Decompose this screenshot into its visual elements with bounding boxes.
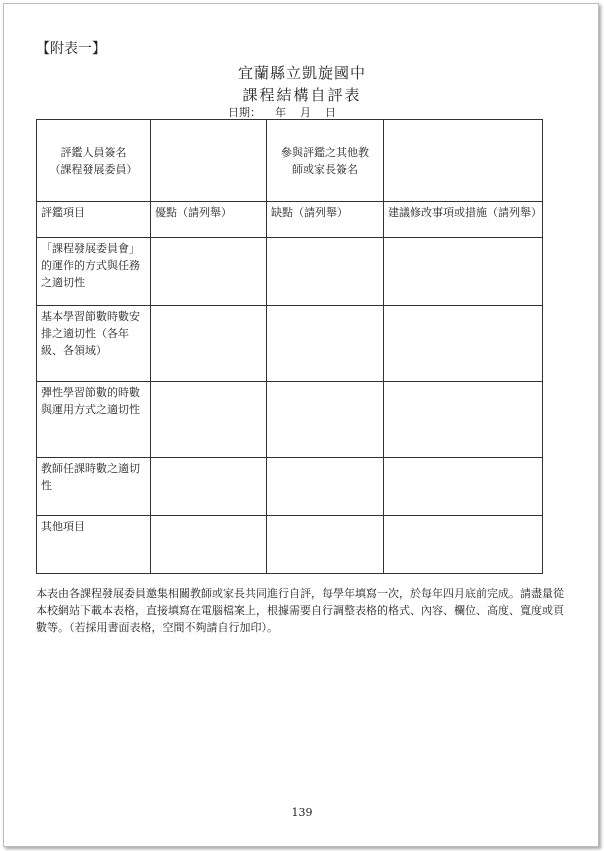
- table-row: [37, 306, 543, 382]
- table-row: [37, 238, 543, 306]
- strengths-cell[interactable]: [151, 306, 267, 382]
- item-label: 「課程發展委員會」的運作的方式與任務之適切性: [37, 238, 151, 306]
- others-signature-field[interactable]: [384, 120, 543, 202]
- evaluation-table: [36, 119, 543, 574]
- signature-row: [37, 120, 543, 202]
- suggestions-cell[interactable]: [384, 458, 543, 516]
- header-row: [37, 202, 543, 238]
- strengths-cell[interactable]: [151, 458, 267, 516]
- table-row: [37, 458, 543, 516]
- item-label: 其他項目: [37, 516, 151, 574]
- appendix-label: 【附表一】: [36, 41, 106, 57]
- item-label: 教師任課時數之適切性: [37, 458, 151, 516]
- instruction-note: 本表由各課程發展委員邀集相關教師或家長共同進行自評，每學年填寫一次，於每年四月底前完成。請盡量從本校網站下載本表格，直接填寫在電腦檔案上，根據需要自行調整表格的格式、內容、欄位、高度、寬度或頁數等。（若採用書面表格，空間不夠請自行加印）。: [36, 587, 564, 634]
- weaknesses-cell[interactable]: [267, 306, 384, 382]
- suggestions-cell[interactable]: [384, 516, 543, 574]
- weaknesses-cell[interactable]: [267, 458, 384, 516]
- table-row: [37, 382, 543, 458]
- page-number: 139: [291, 806, 313, 819]
- form-title: 課程結構自評表: [242, 86, 362, 104]
- item-label: 彈性學習節數的時數與運用方式之適切性: [37, 382, 151, 458]
- strengths-cell[interactable]: [151, 238, 267, 306]
- strengths-cell[interactable]: [151, 382, 267, 458]
- suggestions-cell[interactable]: [384, 306, 543, 382]
- header-suggestions: 建議修改事項或措施（請列舉）: [384, 202, 543, 238]
- school-name: 宜蘭縣立凱旋國中: [237, 64, 366, 82]
- strengths-cell[interactable]: [151, 516, 267, 574]
- weaknesses-cell[interactable]: [267, 516, 384, 574]
- header-weaknesses: 缺點（請列舉）: [267, 202, 384, 238]
- suggestions-cell[interactable]: [384, 238, 543, 306]
- date-line: 日期： 年 月 日: [228, 106, 336, 119]
- committee-signature-field[interactable]: [151, 120, 267, 202]
- item-label: 基本學習節數時數安排之適切性（各年級、各領域）: [37, 306, 151, 382]
- weaknesses-cell[interactable]: [267, 238, 384, 306]
- others-signature-label: 參與評鑑之其他教 師或家長簽名: [267, 120, 384, 202]
- header-item: 評鑑項目: [37, 202, 151, 238]
- committee-signature-label: 評鑑人員簽名 （課程發展委員）: [37, 120, 151, 202]
- header-strengths: 優點（請列舉）: [151, 202, 267, 238]
- table-row: [37, 516, 543, 574]
- suggestions-cell[interactable]: [384, 382, 543, 458]
- weaknesses-cell[interactable]: [267, 382, 384, 458]
